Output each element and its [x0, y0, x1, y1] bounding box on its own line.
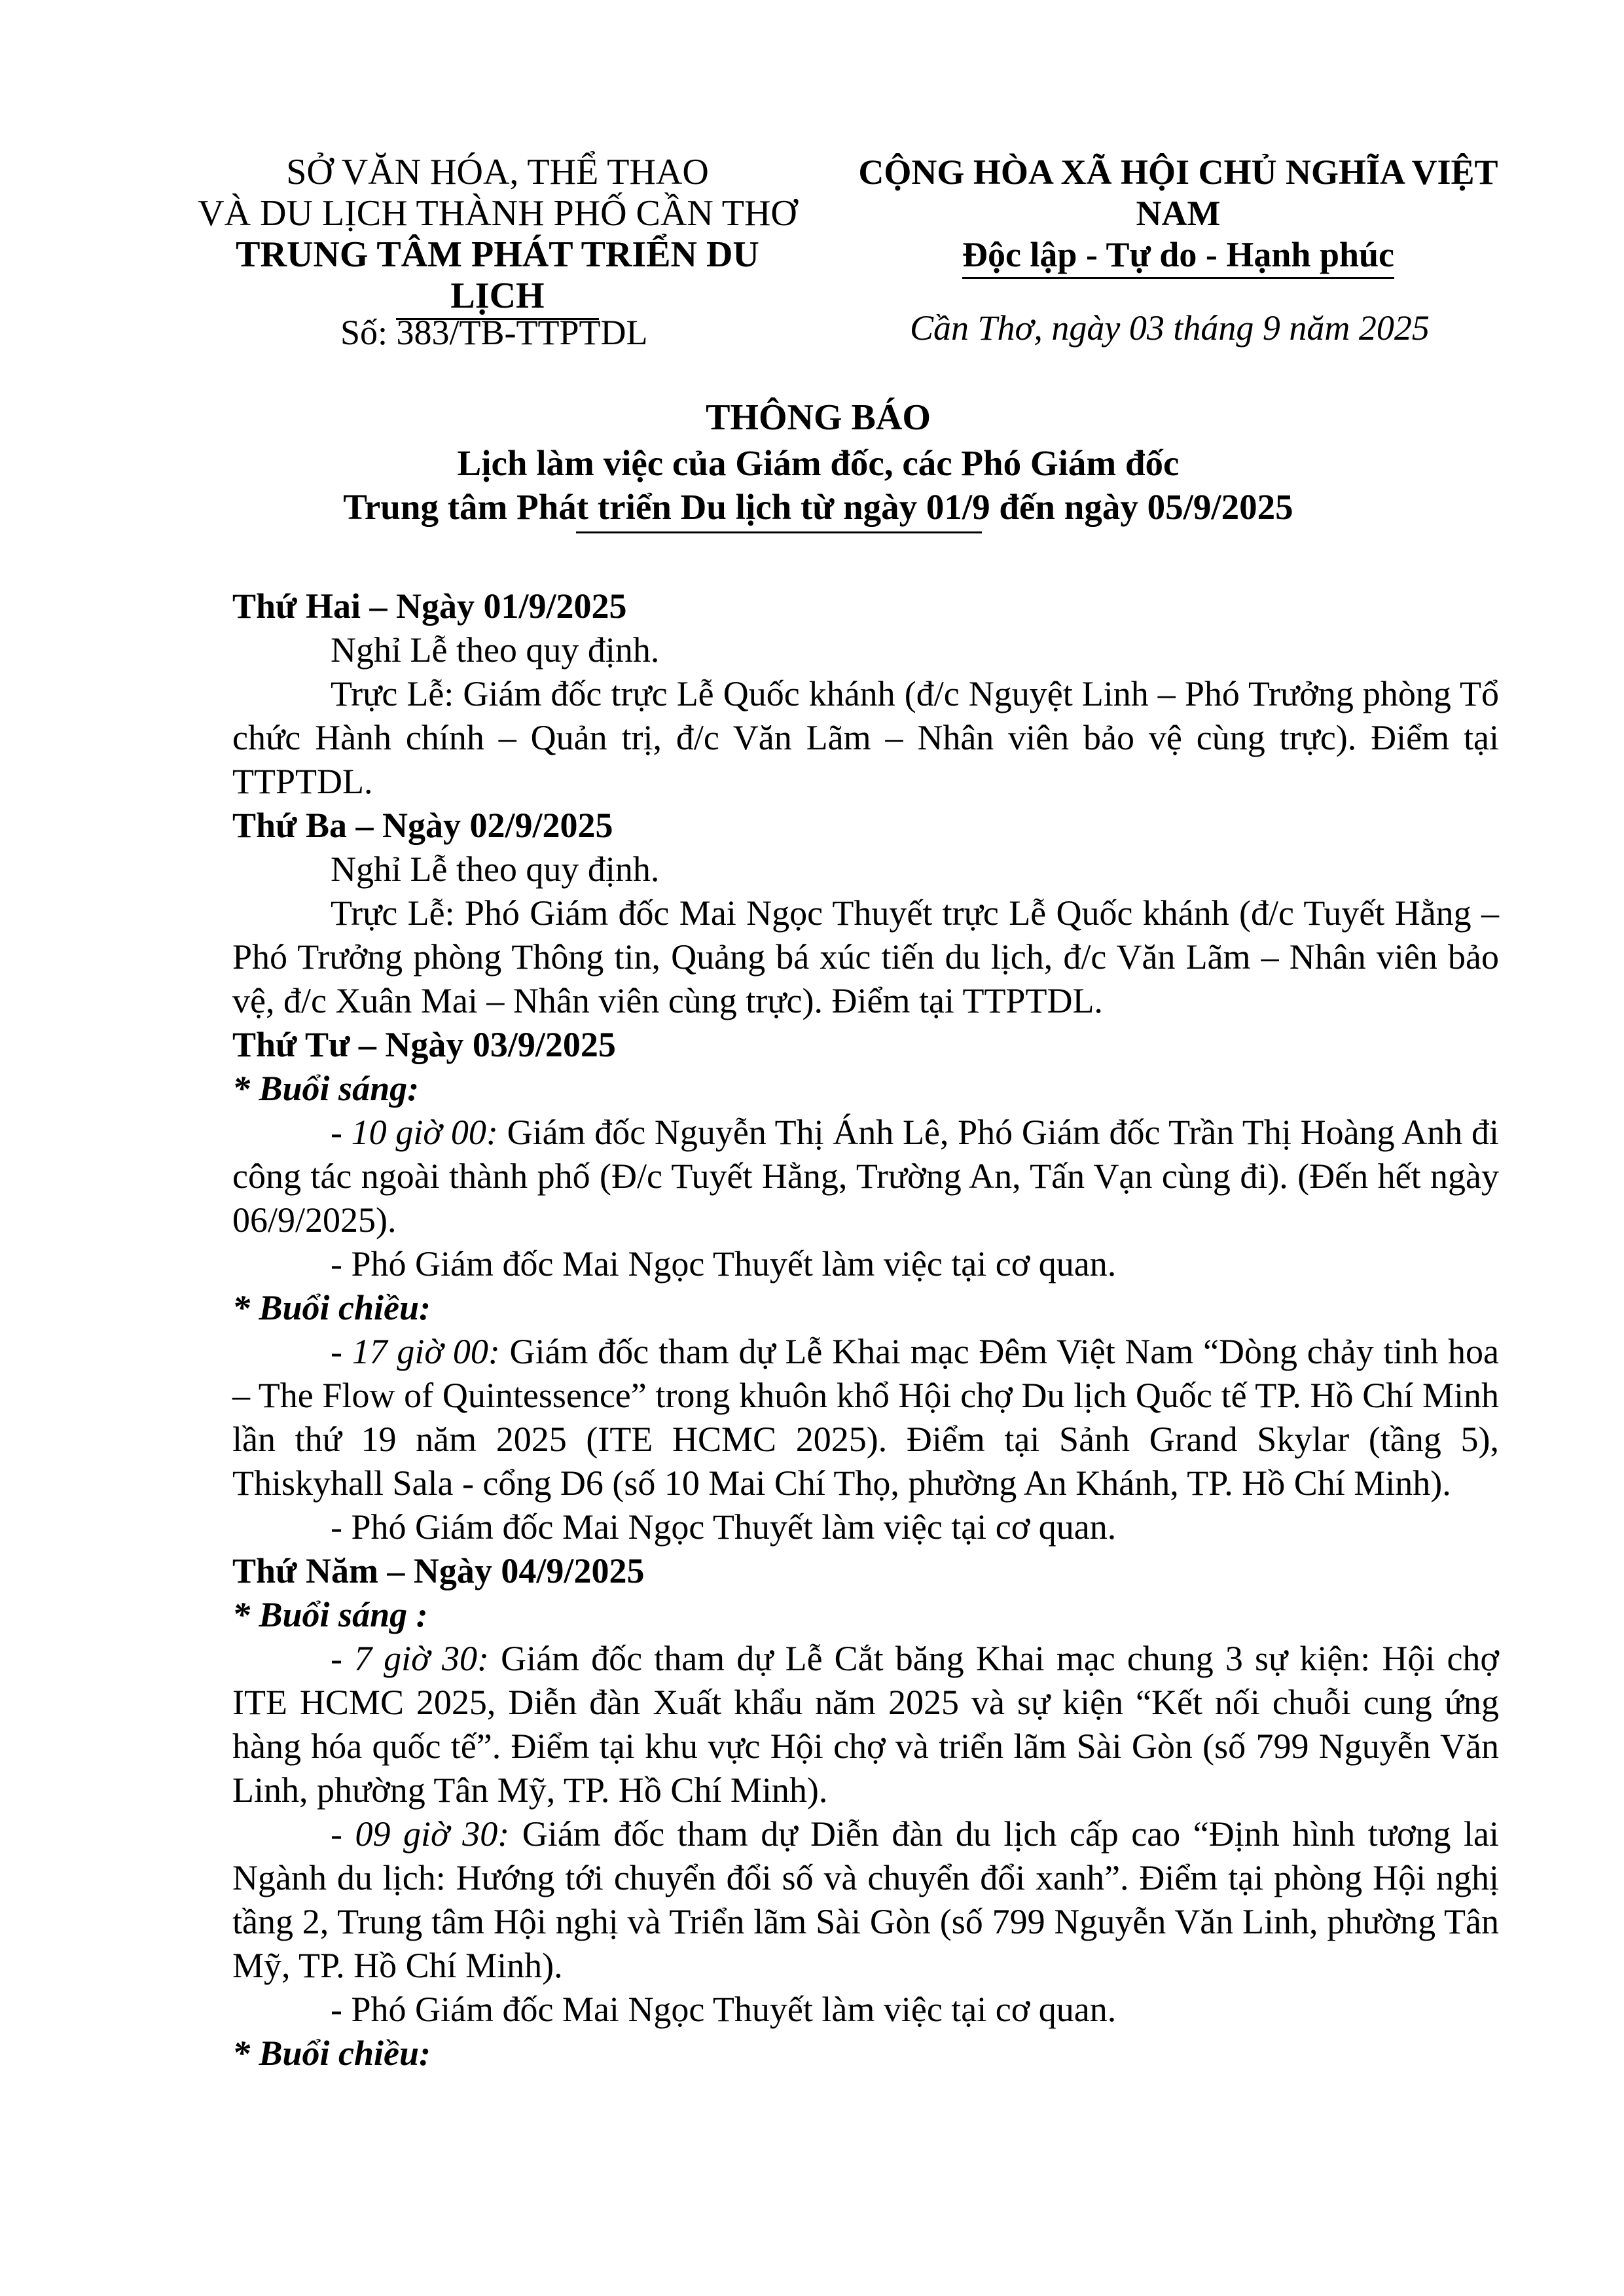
thursday-afternoon-label: * Buổi chiều: — [232, 2034, 431, 2073]
agency-header — [190, 152, 805, 320]
thursday-morning-item-1 — [232, 1637, 1499, 1812]
thursday-morning-item-2 — [232, 1812, 1499, 1988]
item-text: Giám đốc tham dự Diễn đàn du lịch cấp cao “Định hình tương lai Ngành du lịch: Hướng tới chuyển đổi số và chuyển đổi xanh”. Điểm tại phòng Hội nghị tầng 2, Trung tâm Hội nghị và Triển lãm Sài Gòn (số 799 Nguyễn Văn Linh, phường Tân Mỹ, TP. Hồ Chí Minh). — [232, 1814, 1500, 1985]
agency-line-2: VÀ DU LỊCH THÀNH PHỐ CẦN THƠ — [198, 193, 797, 234]
item-time: - 7 giờ 30: — [331, 1639, 490, 1678]
national-motto: Độc lập - Tự do - Hạnh phúc — [962, 235, 1395, 274]
monday-para-2: Trực Lễ: Giám đốc trực Lễ Quốc khánh (đ/c Nguyệt Linh – Phó Trưởng phòng Tổ chức Hành chính – Quản trị, đ/c Văn Lãm – Nhân viên bảo vệ cùng trực). Điểm tại TTPTDL. — [232, 674, 1499, 801]
item-time: - 09 giờ 30: — [331, 1814, 510, 1854]
wednesday-afternoon-item-1 — [232, 1330, 1499, 1505]
tuesday-para-1: Nghỉ Lễ theo quy định. — [331, 850, 660, 889]
wednesday-afternoon-label: * Buổi chiều: — [232, 1288, 431, 1327]
title-sub-2: Trung tâm Phát triển Du lịch từ ngày 01/9 đến ngày 05/9/2025 — [343, 487, 1293, 527]
national-header — [821, 152, 1535, 279]
item-text: Giám đốc Nguyễn Thị Ánh Lê, Phó Giám đốc Trần Thị Hoàng Anh đi công tác ngoài thành phố (Đ/c Tuyết Hằng, Trường An, Tấn Vạn cùng đi). (Đến hết ngày 06/9/2025). — [232, 1113, 1499, 1240]
item-text: Giám đốc tham dự Lễ Cắt băng Khai mạc chung 3 sự kiện: Hội chợ ITE HCMC 2025, Diễn đàn Xuất khẩu năm 2025 và sự kiện “Kết nối chuỗi cung ứng hàng hóa quốc tế”. Điểm tại khu vực Hội chợ và triển lãm Sài Gòn (số 799 Nguyễn Văn Linh, phường Tân Mỹ, TP. Hồ Chí Minh). — [232, 1639, 1499, 1810]
day-heading-monday: Thứ Hai – Ngày 01/9/2025 — [232, 586, 627, 626]
schedule-body — [232, 584, 1499, 2075]
thursday-morning-item-3: - Phó Giám đốc Mai Ngọc Thuyết làm việc tại cơ quan. — [331, 1990, 1117, 2029]
day-heading-tuesday: Thứ Ba – Ngày 02/9/2025 — [232, 806, 613, 845]
item-time: - 10 giờ 00: — [331, 1113, 498, 1152]
title-main: THÔNG BÁO — [706, 397, 931, 438]
agency-line-3: TRUNG TÂM PHÁT TRIỂN DU LỊCH — [236, 234, 759, 316]
tuesday-para-2: Trực Lễ: Phó Giám đốc Mai Ngọc Thuyết trực Lễ Quốc khánh (đ/c Tuyết Hằng – Phó Trưởng phòng Thông tin, Quảng bá xúc tiến du lịch, đ/c Văn Lãm – Nhân viên bảo vệ, đ/c Xuân Mai – Nhân viên cùng trực). Điểm tại TTPTDL. — [232, 893, 1499, 1020]
title-underline — [576, 531, 982, 533]
national-title: CỘNG HÒA XÃ HỘI CHỦ NGHĨA VIỆT NAM — [858, 152, 1498, 233]
wednesday-morning-item-1 — [232, 1111, 1499, 1242]
place-date: Cần Thơ, ngày 03 tháng 9 năm 2025 — [910, 308, 1430, 348]
title-sub-1: Lịch làm việc của Giám đốc, các Phó Giám đốc — [457, 443, 1180, 483]
motto-underline — [962, 277, 1394, 279]
wednesday-morning-label: * Buổi sáng: — [232, 1069, 420, 1108]
monday-para-1: Nghỉ Lễ theo quy định. — [331, 630, 660, 670]
agency-line-1: SỞ VĂN HÓA, THỂ THAO — [286, 152, 709, 192]
document-number: Số: 383/TB-TTPTDL — [340, 313, 648, 352]
wednesday-morning-item-2: - Phó Giám đốc Mai Ngọc Thuyết làm việc tại cơ quan. — [331, 1244, 1117, 1283]
wednesday-afternoon-item-2: - Phó Giám đốc Mai Ngọc Thuyết làm việc tại cơ quan. — [331, 1507, 1117, 1547]
thursday-morning-label: * Buổi sáng : — [232, 1595, 428, 1634]
item-time: - 17 giờ 00: — [331, 1332, 500, 1371]
item-text: Giám đốc tham dự Lễ Khai mạc Đêm Việt Nam “Dòng chảy tinh hoa – The Flow of Quintessence” trong khuôn khổ Hội chợ Du lịch Quốc tế TP. Hồ Chí Minh lần thứ 19 năm 2025 (ITE HCMC 2025). Điểm tại Sảnh Grand Skylar (tầng 5), Thiskyhall Sala - cổng D6 (số 10 Mai Chí Thọ, phường An Khánh, TP. Hồ Chí Minh). — [232, 1332, 1499, 1503]
day-heading-wednesday: Thứ Tư – Ngày 03/9/2025 — [232, 1025, 616, 1064]
document-title — [196, 396, 1440, 533]
day-heading-thursday: Thứ Năm – Ngày 04/9/2025 — [232, 1551, 645, 1590]
